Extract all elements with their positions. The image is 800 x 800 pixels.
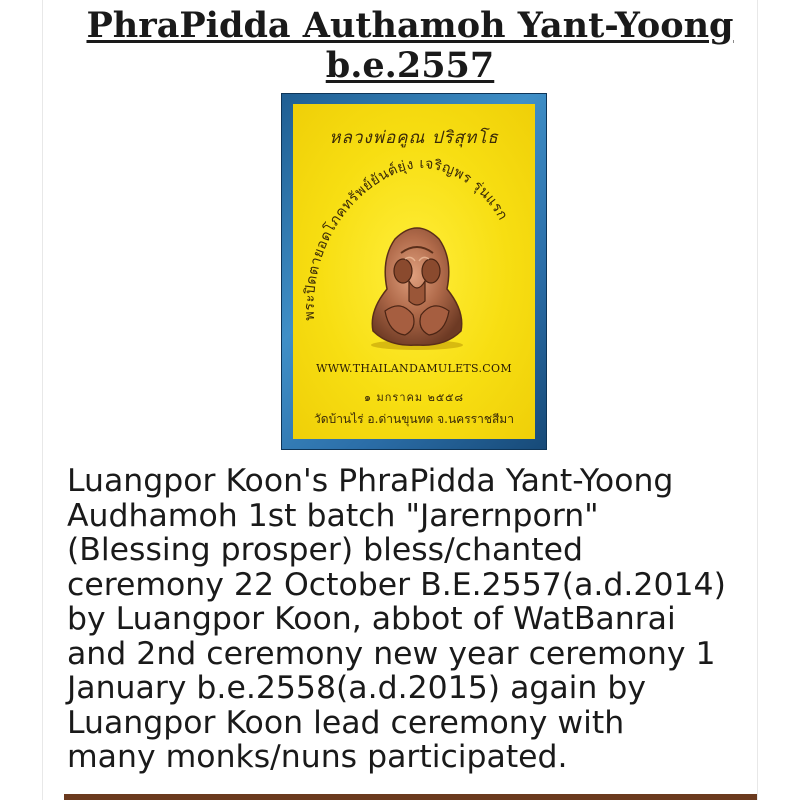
description-line: Luangpor Koon lead ceremony with (67, 704, 625, 741)
right-divider (757, 0, 758, 800)
thai-date-label: ๑ มกราคม ๒๕๕๘ (364, 391, 464, 404)
pidda-amulet-icon (365, 219, 469, 351)
description-line: ceremony 22 October B.E.2557(a.d.2014) (67, 566, 726, 603)
description-line: January b.e.2558(a.d.2015) again by (67, 670, 647, 706)
description-text (67, 464, 757, 775)
thai-temple-label: วัดบ้านไร่ อ.ด่านขุนทด จ.นครราชสีมา (314, 412, 514, 426)
description-line: and 2nd ceremony new year ceremony 1 (67, 635, 716, 672)
description-line: (Blessing prosper) bless/chanted (67, 532, 583, 568)
description-line: many monks/nuns participated. (67, 739, 568, 775)
title-line-2: b.e.2557 (325, 45, 495, 86)
thai-arc-label: พระปิดตายอดโภคทรัพย์ยันต์ยุ่ง เจริญพร รุ่นแรก (301, 155, 511, 321)
thai-top-text: หลวงพ่อคูณ ปริสุทโธ (329, 128, 499, 148)
description-line: Luangpor Koon's PhraPidda Yant-Yoong (67, 463, 674, 499)
title-line-1: PhraPidda Authamoh Yant-Yoong (86, 5, 734, 46)
description-line: by Luangpor Koon, abbot of WatBanrai (67, 601, 676, 637)
amulet-product-photo (281, 93, 547, 450)
website-label: WWW.THAILANDAMULETS.COM (316, 362, 512, 375)
description-line: Audhamoh 1st batch "Jarernporn" (67, 497, 599, 534)
page-title (60, 6, 760, 86)
left-divider (42, 0, 43, 800)
bottom-divider-bar (64, 794, 757, 800)
amulet-yellow-card (293, 104, 535, 439)
